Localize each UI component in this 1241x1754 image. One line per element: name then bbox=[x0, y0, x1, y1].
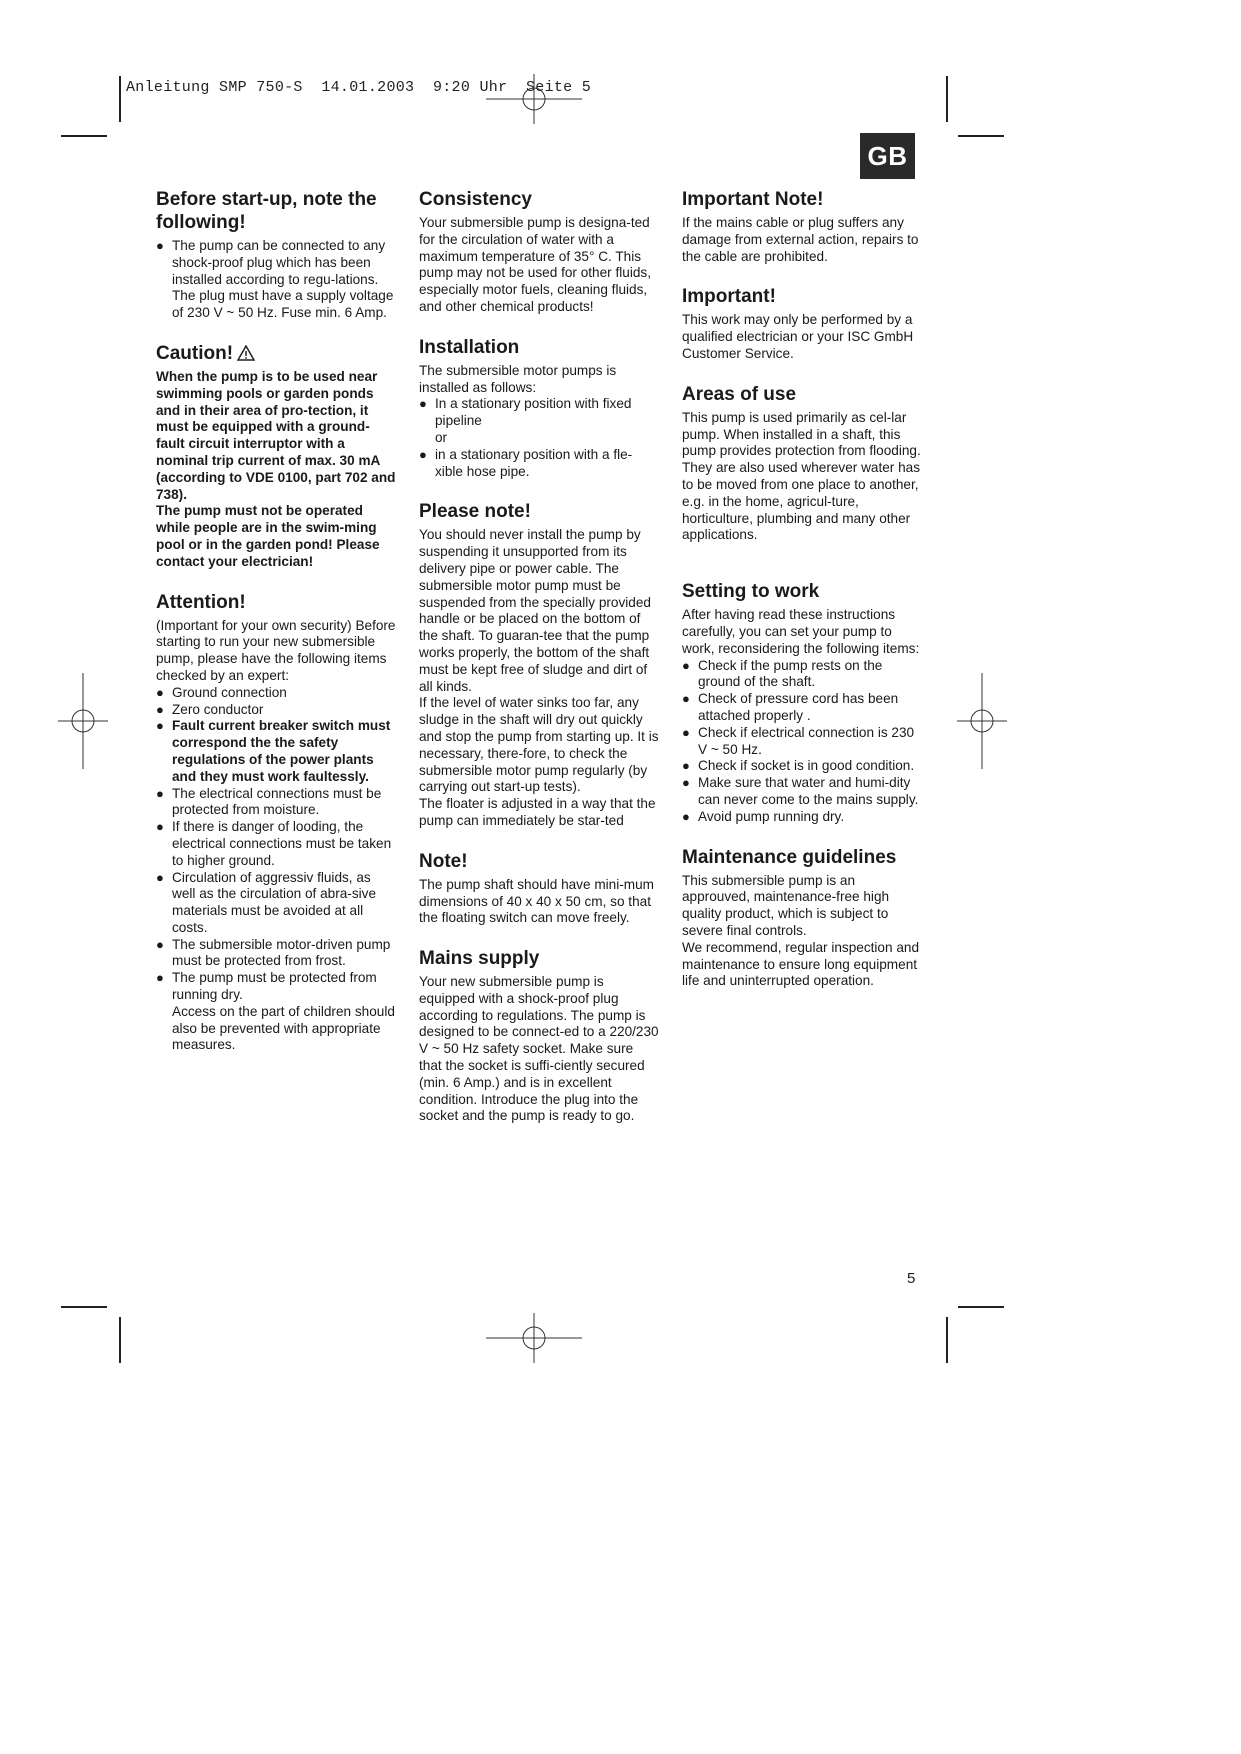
language-badge: GB bbox=[860, 133, 915, 179]
column-left bbox=[156, 188, 396, 1074]
registration-mark-left-icon bbox=[58, 673, 108, 769]
important-note-text: If the mains cable or plug suffers any damage from external action, repairs to the cable are prohibited. bbox=[682, 215, 919, 264]
section-title: Consistency bbox=[419, 189, 532, 210]
column-right bbox=[682, 188, 922, 1010]
crop-mark-top-right-horizontal bbox=[958, 135, 1004, 137]
section-attention bbox=[156, 591, 396, 1055]
section-title: Important Note! bbox=[682, 189, 824, 210]
list-item: ● If there is danger of looding, the electrical connections must be taken to higher ground. bbox=[156, 819, 392, 868]
list-item: ● The pump can be connected to any shock-proof plug which has been installed according to regu-lations. The plug must have a supply voltage of 230 V ~ 50 Hz. Fuse min. 6 Amp. bbox=[156, 238, 394, 321]
important-text: This work may only be performed by a qualified electrician or your ISC GmbH Customer Service. bbox=[682, 312, 914, 361]
list-item: ● Fault current breaker switch must correspond the the safety regulations of the power plants and they must work faultessly. bbox=[156, 718, 391, 784]
section-title: Note! bbox=[419, 850, 468, 872]
crop-mark-bottom-left-vertical bbox=[119, 1317, 121, 1363]
list-item: ● Avoid pump running dry. bbox=[682, 808, 845, 824]
bullet-icon: ● bbox=[419, 446, 427, 462]
bullet-icon: ● bbox=[156, 701, 164, 717]
section-title: Important! bbox=[682, 286, 776, 308]
section-setting-to-work bbox=[682, 580, 922, 825]
section-title: Setting to work bbox=[682, 581, 820, 603]
section-title: Before start-up, note the following! bbox=[156, 189, 377, 233]
bullet-icon: ● bbox=[682, 724, 690, 740]
consistency-text: Your submersible pump is designa-ted for the circulation of water with a maximum temperature of 35° C. This pump may not be used for other fluids, especially motor fuels, cleaning fluids, and other chemical products! bbox=[419, 215, 651, 314]
section-title: Mains supply bbox=[419, 948, 540, 970]
caution-text: When the pump is to be used near swimming pools or garden ponds and in their area of pro-tection, it must be equipped with a ground-fault circuit interruptor with a nominal trip current of max. 30 mA (according to VDE 0100, part 702 and 738). bbox=[156, 368, 396, 502]
mains-supply-text: Your new submersible pump is equipped with a shock-proof plug according to regulations. The pump is designed to be connect-ed to a 220/230 V ~ 50 Hz safety socket. Make sure that the socket is suffi-ciently secured (min. 6 Amp.) and is in excellent condition. Introduce the plug into the socket and the pump is ready to go. bbox=[419, 974, 659, 1124]
registration-mark-bottom-icon bbox=[486, 1313, 582, 1363]
list-item: ● The pump must be protected from running dry. bbox=[156, 970, 377, 1003]
bullet-list bbox=[156, 685, 396, 1004]
list-item: ● Circulation of aggressiv fluids, as well as the circulation of abra-sive materials must be avoided at all costs. bbox=[156, 869, 376, 935]
registration-mark-right-icon bbox=[957, 673, 1007, 769]
section-title: Installation bbox=[419, 336, 520, 358]
bullet-icon: ● bbox=[682, 775, 690, 791]
caution-text-2: The pump must not be operated while people are in the swim-ming pool or in the garden pond! Please contact your electrician! bbox=[156, 503, 380, 569]
section-consistency bbox=[419, 188, 659, 316]
bullet-list bbox=[156, 238, 396, 322]
registration-mark-top-icon bbox=[486, 74, 582, 124]
section-caution bbox=[156, 342, 396, 571]
bullet-icon: ● bbox=[156, 238, 164, 253]
bullet-icon: ● bbox=[156, 785, 164, 801]
areas-text-2: They are also used wherever water has to be moved from one place to another, e.g. in the home, agricul-ture, horticulture, plumbing and many other applications. bbox=[682, 460, 921, 543]
installation-text: The submersible motor pumps is installed as follows: bbox=[419, 362, 617, 395]
list-item: ● In a stationary position with fixed pipeline bbox=[419, 396, 632, 429]
bullet-icon: ● bbox=[156, 970, 164, 986]
crop-mark-bottom-right-vertical bbox=[946, 1317, 948, 1363]
bullet-icon: ● bbox=[156, 684, 164, 700]
list-item: ● Ground connection bbox=[156, 684, 287, 700]
section-installation bbox=[419, 336, 659, 481]
section-important-note bbox=[682, 188, 922, 265]
crop-mark-top-left-vertical bbox=[119, 76, 121, 122]
section-before-startup bbox=[156, 188, 396, 322]
page-number: 5 bbox=[907, 1270, 916, 1287]
note-text: The pump shaft should have mini-mum dimensions of 40 x 40 x 50 cm, so that the floating switch can move freely. bbox=[419, 876, 654, 926]
list-item: ● Check if socket is in good condition. bbox=[682, 758, 915, 774]
list-item: ● in a stationary position with a fle-xible hose pipe. bbox=[419, 446, 633, 479]
list-item: ● Check of pressure cord has been attached properly . bbox=[682, 691, 899, 723]
section-title: Caution! bbox=[156, 342, 396, 365]
bullet-icon: ● bbox=[419, 396, 427, 412]
section-areas-of-use bbox=[682, 383, 922, 544]
bullet-icon: ● bbox=[682, 691, 690, 707]
crop-mark-top-left-horizontal bbox=[61, 135, 107, 137]
section-title: Maintenance guidelines bbox=[682, 846, 897, 868]
list-item-or: or bbox=[435, 429, 448, 445]
list-item: ● The electrical connections must be protected from moisture. bbox=[156, 785, 382, 818]
setting-text: After having read these instructions carefully, you can set your pump to work, reconsidering the following items: bbox=[682, 607, 920, 656]
bullet-list bbox=[682, 658, 922, 826]
bullet-icon: ● bbox=[156, 718, 164, 734]
bullet-list bbox=[419, 396, 659, 480]
maintenance-text-2: We recommend, regular inspection and maintenance to ensure long equipment life and uninterrupted operation. bbox=[682, 939, 920, 989]
bullet-icon: ● bbox=[682, 758, 690, 774]
please-note-text-2: If the level of water sinks too far, any sludge in the shaft will dry out quickly and stop the pump from starting up. It is necessary, there-fore, to check the submersible motor pump regularly (by carrying out start-up tests). bbox=[419, 695, 659, 795]
bullet-icon: ● bbox=[156, 869, 164, 885]
section-please-note bbox=[419, 500, 659, 829]
column-middle bbox=[419, 188, 659, 1145]
section-title: Please note! bbox=[419, 501, 531, 523]
crop-mark-bottom-left-horizontal bbox=[61, 1306, 107, 1308]
crop-mark-top-right-vertical bbox=[946, 76, 948, 122]
section-note bbox=[419, 850, 659, 927]
list-item: ● Zero conductor bbox=[156, 701, 264, 717]
attention-intro: (Important for your own security) Before starting to run your new submersible pump, please have the following items checked by an expert: bbox=[156, 617, 396, 683]
section-mains-supply bbox=[419, 947, 659, 1125]
areas-text-1: This pump is used primarily as cel-lar pump. When installed in a shaft, this pump provides protection from flooding. bbox=[682, 409, 921, 459]
list-item: ● Make sure that water and humi-dity can never come to the mains supply. bbox=[682, 775, 919, 807]
bullet-icon: ● bbox=[682, 657, 690, 673]
list-item: ● The submersible motor-driven pump must be protected from frost. bbox=[156, 936, 391, 969]
warning-triangle-icon bbox=[237, 345, 255, 361]
section-title: Areas of use bbox=[682, 383, 797, 405]
bullet-icon: ● bbox=[156, 819, 164, 835]
section-important bbox=[682, 285, 922, 362]
please-note-text-3: The floater is adjusted in a way that the pump can immediately be star-ted bbox=[419, 796, 656, 828]
maintenance-text-1: This submersible pump is an approuved, maintenance-free high quality product, which is subject to severe final controls. bbox=[682, 872, 890, 938]
list-item: ● Check if the pump rests on the ground of the shaft. bbox=[682, 657, 883, 690]
please-note-text-1: You should never install the pump by suspending it unsupported from its delivery pipe or power cable. The submersible motor pump must be suspended from the specially provided handle or be placed on the bottom of the shaft. To guaran-tee that the pump works properly, the bottom of the shaft must be kept free of sludge and dirt of all kinds. bbox=[419, 527, 651, 694]
children-note: Access on the part of children should also be prevented with appropriate measures. bbox=[172, 1003, 395, 1053]
bullet-icon: ● bbox=[682, 808, 690, 824]
section-maintenance bbox=[682, 846, 922, 991]
print-slug-header: Anleitung SMP 750-S 14.01.2003 9:20 Uhr Seite 5 bbox=[126, 79, 592, 96]
bullet-icon: ● bbox=[156, 936, 164, 952]
list-item: ● Check if electrical connection is 230 V ~ 50 Hz. bbox=[682, 724, 915, 757]
section-title: Attention! bbox=[156, 591, 246, 613]
crop-mark-bottom-right-horizontal bbox=[958, 1306, 1004, 1308]
